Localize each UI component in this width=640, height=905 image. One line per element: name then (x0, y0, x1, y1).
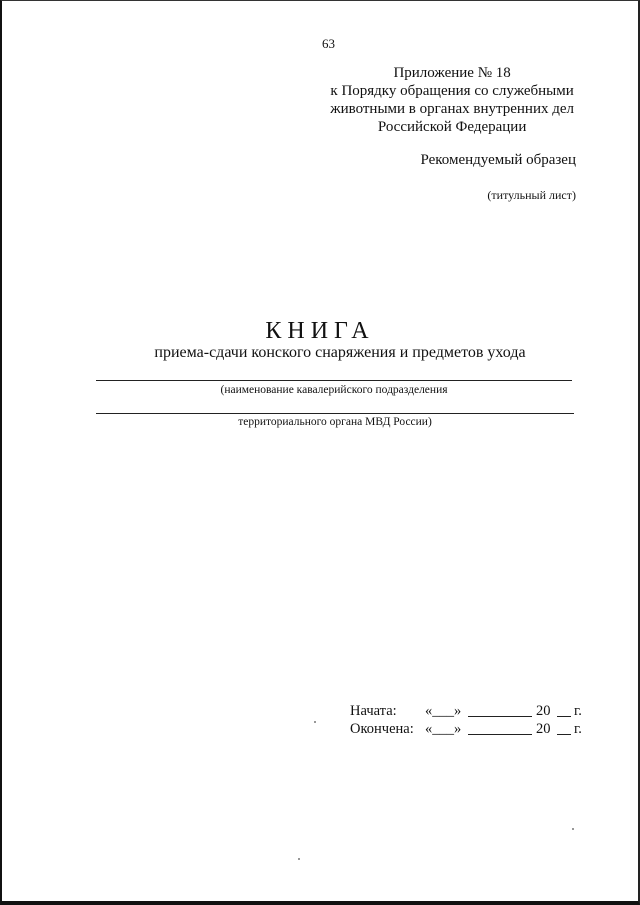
scan-speck (314, 721, 316, 723)
fill-line-1 (96, 380, 572, 381)
finished-suffix: г. (574, 721, 582, 737)
appendix-number: Приложение № 18 (393, 65, 511, 81)
scan-speck (298, 858, 300, 860)
appendix-line-3: животными в органах внутренних дел (330, 101, 574, 117)
finished-day: «___» (425, 721, 462, 737)
started-month-blank (468, 716, 532, 717)
finished-year-blank (557, 734, 571, 735)
scan-speck (572, 828, 574, 830)
sample-label: Рекомендуемый образец (420, 152, 576, 168)
book-subtitle: приема-сдачи конского снаряжения и предметов ухода (154, 344, 526, 361)
caption-territorial-body: территориального органа МВД России) (238, 416, 432, 428)
fill-line-2 (96, 413, 574, 414)
book-title: КНИГА (265, 318, 375, 344)
started-label: Начата: (350, 703, 397, 719)
appendix-line-4: Российской Федерации (377, 119, 527, 135)
finished-year: 20 (536, 721, 551, 737)
appendix-line-2: к Порядку обращения со служебными (330, 83, 574, 99)
page-number: 63 (322, 36, 335, 51)
started-year-blank (557, 716, 571, 717)
finished-label: Окончена: (350, 721, 414, 737)
caption-unit-name: (наименование кавалерийского подразделения (220, 384, 448, 396)
started-year: 20 (536, 703, 551, 719)
started-suffix: г. (574, 703, 582, 719)
appendix-block (330, 64, 574, 136)
title-page-label: (титульный лист) (487, 188, 576, 202)
started-day: «___» (425, 703, 462, 719)
finished-month-blank (468, 734, 532, 735)
